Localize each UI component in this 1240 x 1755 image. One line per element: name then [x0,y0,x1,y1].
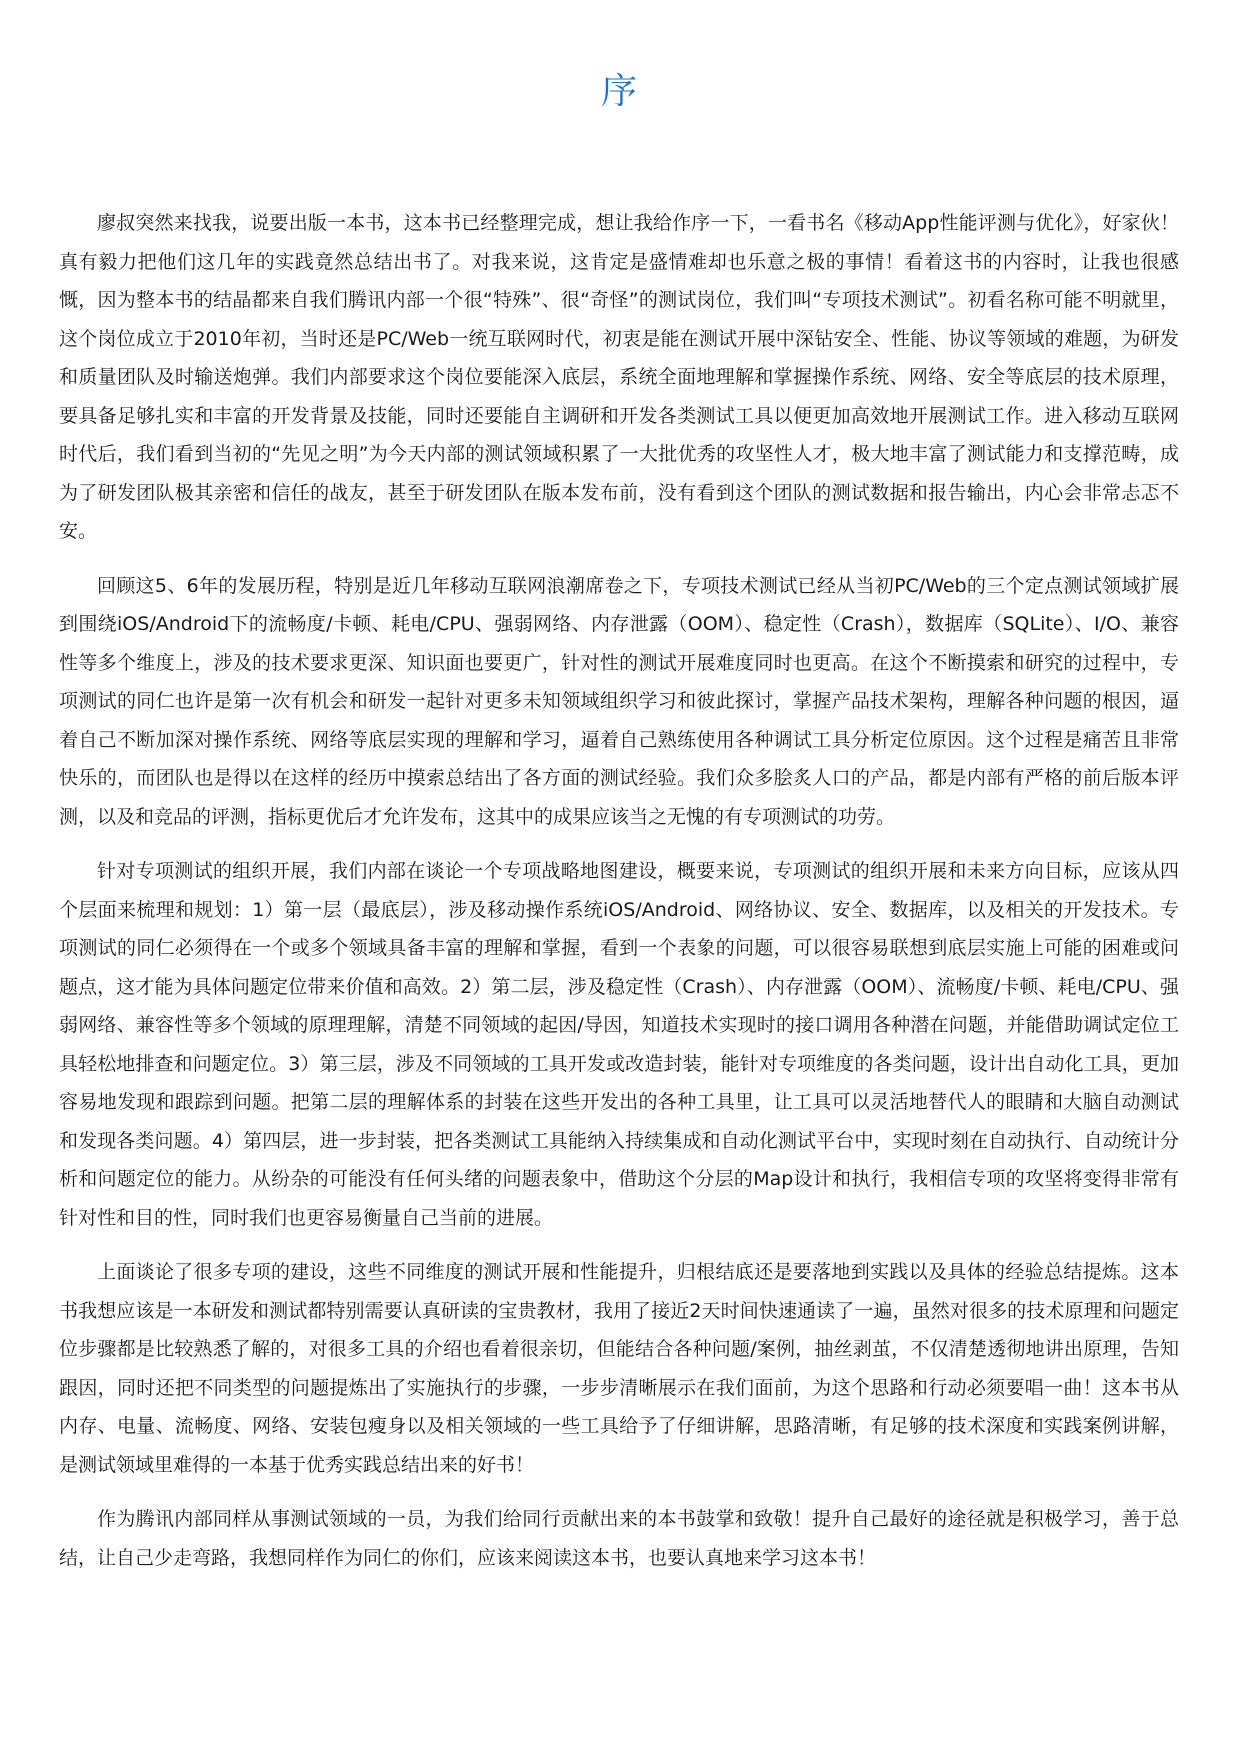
paragraph: 上面谈论了很多专项的建设，这些不同维度的测试开展和性能提升，归根结底还是要落地到实践以及具体的经验总结提炼。这本书我想应该是一本研发和测试都特别需要认真研读的宝贵教材，我用了接近2天时间快速通读了一遍，虽然对很多的技术原理和问题定位步骤都是比较熟悉了解的，对很多工具的介绍也看着很亲切，但能结合各种问题/案例，抽丝剥茧，不仅清楚透彻地讲出原理，告知跟因，同时还把不同类型的问题提炼出了实施执行的步骤，一步步清晰展示在我们面前，为这个思路和行动必须要唱一曲！这本书从内存、电量、流畅度、网络、安装包瘦身以及相关领域的一些工具给予了仔细讲解，思路清晰，有足够的技术深度和实践案例讲解，是测试领域里难得的一本基于优秀实践总结出来的好书！ [59,1261,1179,1476]
document-body [59,204,1179,1593]
paragraph: 作为腾讯内部同样从事测试领域的一员，为我们给同行贡献出来的本书鼓掌和致敬！提升自己最好的途径就是积极学习，善于总结，让自己少走弯路，我想同样作为同仁的你们，应该来阅读这本书，也要认真地来学习这本书！ [59,1508,1179,1569]
paragraph: 廖叔突然来找我，说要出版一本书，这本书已经整理完成，想让我给作序一下，一看书名《移动App性能评测与优化》，好家伙！真有毅力把他们这几年的实践竟然总结出书了。对我来说，这肯定是盛情难却也乐意之极的事情！看着这书的内容时，让我也很感慨，因为整本书的结晶都来自我们腾讯内部一个很“特殊”、很“奇怪”的测试岗位，我们叫“专项技术测试”。初看名称可能不明就里，这个岗位成立于2010年初，当时还是PC/Web一统互联网时代，初衷是能在测试开展中深钻安全、性能、协议等领域的难题，为研发和质量团队及时输送炮弹。我们内部要求这个岗位要能深入底层，系统全面地理解和掌握操作系统、网络、安全等底层的技术原理，要具备足够扎实和丰富的开发背景及技能，同时还要能自主调研和开发各类测试工具以便更加高效地开展测试工作。进入移动互联网时代后，我们看到当初的“先见之明”为今天内部的测试领域积累了一大批优秀的攻坚性人才，极大地丰富了测试能力和支撑范畴，成为了研发团队极其亲密和信任的战友，甚至于研发团队在版本发布前，没有看到这个团队的测试数据和报告输出，内心会非常忐忑不安。 [59,212,1179,542]
page-title: 序 [600,71,639,112]
paragraph: 回顾这5、6年的发展历程，特别是近几年移动互联网浪潮席卷之下，专项技术测试已经从当初PC/Web的三个定点测试领域扩展到围绕iOS/Android下的流畅度/卡顿、耗电/CPU、强弱网络、内存泄露（OOM）、稳定性（Crash），数据库（SQLite）、I/O、兼容性等多个维度上，涉及的技术要求更深、知识面也要更广，针对性的测试开展难度同时也更高。在这个不断摸索和研究的过程中，专项测试的同仁也许是第一次有机会和研发一起针对更多未知领域组织学习和彼此探讨，掌握产品技术架构，理解各种问题的根因，逼着自己不断加深对操作系统、网络等底层实现的理解和学习，逼着自己熟练使用各种调试工具分析定位原因。这个过程是痛苦且非常快乐的，而团队也是得以在这样的经历中摸索总结出了各方面的测试经验。我们众多脍炙人口的产品，都是内部有严格的前后版本评测，以及和竞品的评测，指标更优后才允许发布，这其中的成果应该当之无愧的有专项测试的功劳。 [59,574,1179,828]
paragraph: 针对专项测试的组织开展，我们内部在谈论一个专项战略地图建设，概要来说，专项测试的组织开展和未来方向目标，应该从四个层面来梳理和规划：1）第一层（最底层），涉及移动操作系统iOS/Android、网络协议、安全、数据库，以及相关的开发技术。专项测试的同仁必须得在一个或多个领域具备丰富的理解和掌握，看到一个表象的问题，可以很容易联想到底层实施上可能的困难或问题点，这才能为具体问题定位带来价值和高效。2）第二层，涉及稳定性（Crash）、内存泄露（OOM）、流畅度/卡顿、耗电/CPU、强弱网络、兼容性等多个领域的原理理解，清楚不同领域的起因/导因，知道技术实现时的接口调用各种潜在问题，并能借助调试定位工具轻松地排查和问题定位。3）第三层，涉及不同领域的工具开发或改造封装，能针对专项维度的各类问题，设计出自动化工具，更加容易地发现和跟踪到问题。把第二层的理解体系的封装在这些开发出的各种工具里，让工具可以灵活地替代人的眼睛和大脑自动测试和发现各类问题。4）第四层，进一步封装，把各类测试工具能纳入持续集成和自动化测试平台中，实现时刻在自动执行、自动统计分析和问题定位的能力。从纷杂的可能没有任何头绪的问题表象中，借助这个分层的Map设计和执行，我相信专项的攻坚将变得非常有针对性和目的性，同时我们也更容易衡量自己当前的进展。 [59,860,1179,1229]
